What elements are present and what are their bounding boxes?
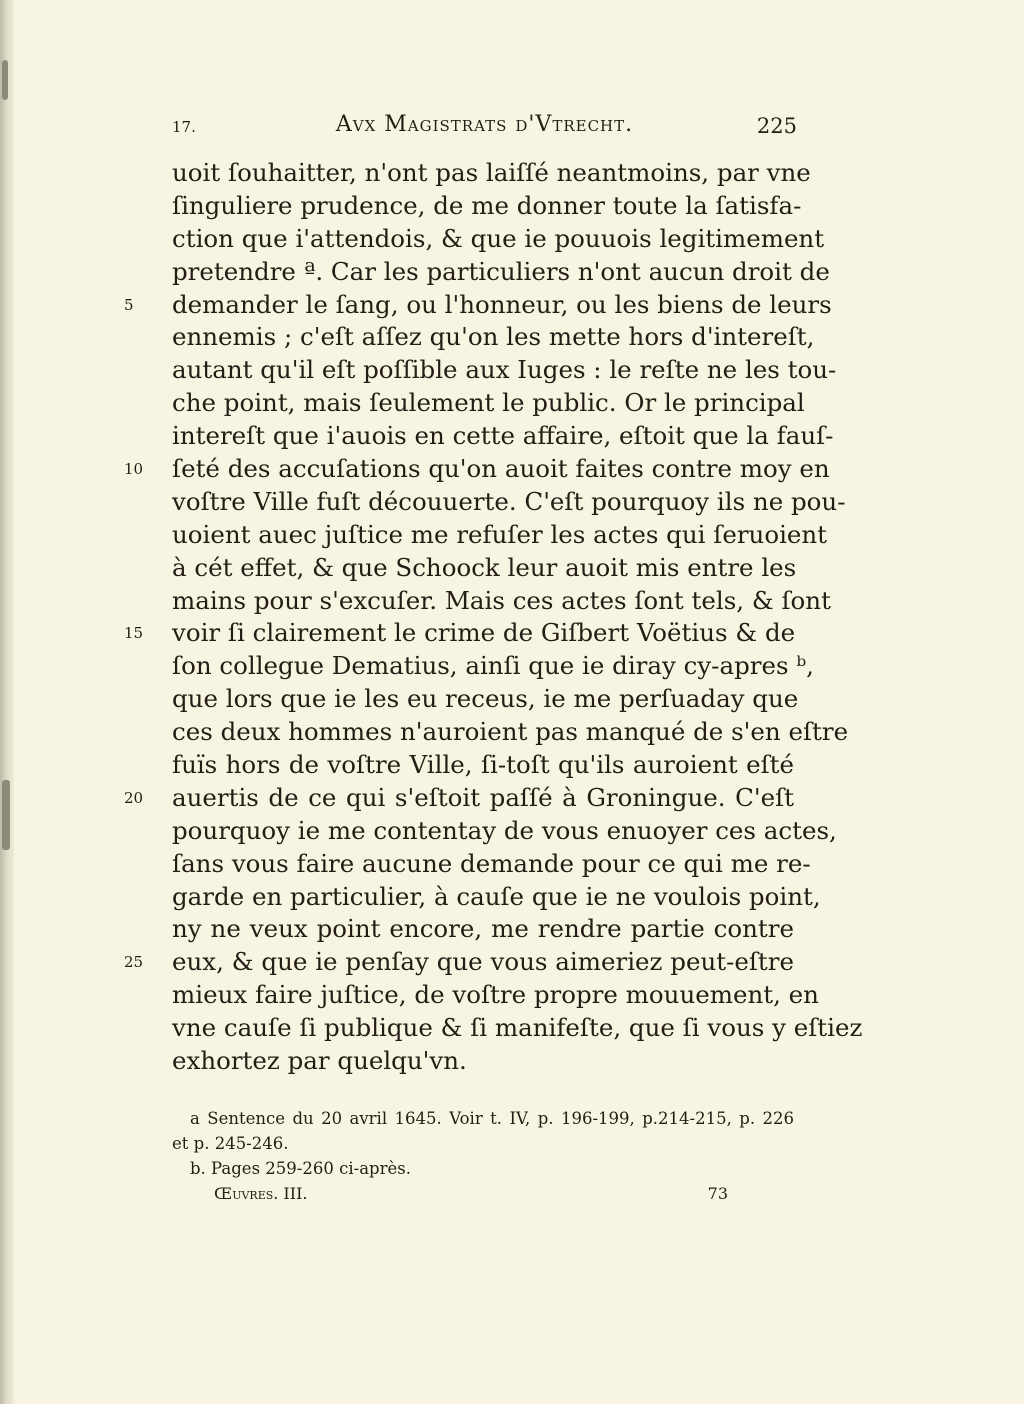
line-text: auertis de ce qui s'eſtoit paſſé à Groningue. C'eſt — [172, 782, 794, 812]
line-number: 20 — [124, 788, 144, 807]
line-text: garde en particulier, à cauſe que ie ne voulois point, — [172, 881, 821, 911]
signature-mark: Œuvres. III. — [214, 1184, 308, 1203]
line-text: ſinguliere prudence, de me donner toute la ſatisfa- — [172, 190, 802, 220]
text-line — [172, 223, 825, 256]
line-text: voſtre Ville fuſt découuerte. C'eſt pourquoy ils ne pou- — [172, 486, 846, 516]
text-line — [172, 387, 805, 420]
line-text: pourquoy ie me contentay de vous enuoyer ces actes, — [172, 815, 837, 845]
line-number: 5 — [124, 295, 134, 314]
main-text — [124, 157, 863, 1078]
footnote-b: b. Pages 259-260 ci-après. — [190, 1159, 411, 1178]
line-text: demander le ſang, ou l'honneur, ou les biens de leurs — [172, 289, 832, 319]
line-text: ction que i'attendois, & que ie pouuois legitimement — [172, 223, 825, 253]
text-line — [172, 650, 814, 683]
line-text: ſans vous faire aucune demande pour ce qui me re- — [172, 848, 811, 878]
text-line — [172, 683, 799, 716]
line-text: mains pour s'excuſer. Mais ces actes ſont tels, & ſont — [172, 585, 831, 615]
text-line — [172, 256, 830, 289]
line-text: ny ne veux point encore, me rendre partie contre — [172, 914, 794, 944]
text-line — [172, 420, 834, 453]
line-number: 25 — [124, 953, 144, 972]
line-text: ſon collegue Dematius, ainſi que ie diray cy-apres ᵇ, — [172, 651, 814, 681]
text-line — [172, 815, 837, 848]
line-text: autant qu'il eſt poſſible aux Iuges : le reſte ne les tou- — [172, 355, 837, 385]
line-text: fuïs hors de voſtre Ville, ſi-toſt qu'ils auroient eſté — [172, 750, 794, 780]
line-text: mieux faire juſtice, de voſtre propre mouuement, en — [172, 980, 819, 1010]
text-line — [172, 552, 797, 585]
text-line — [172, 1045, 794, 1078]
page-number: 225 — [756, 114, 797, 138]
book-spine-edge — [0, 0, 14, 1404]
text-line — [124, 617, 796, 650]
line-text: ſeté des accuſations qu'on auoit faites contre moy en — [172, 454, 830, 484]
text-line — [172, 716, 849, 749]
text-line — [124, 289, 832, 322]
text-line — [172, 585, 831, 618]
text-line — [172, 157, 811, 190]
text-line — [172, 881, 821, 914]
page-footer — [214, 1184, 734, 1208]
footnote-a-line-2: et p. 245-246. — [172, 1134, 289, 1153]
line-text: voir ſi clairement le crime de Giſbert Voëtius & de — [172, 618, 796, 648]
running-header — [172, 112, 797, 148]
line-text: ces deux hommes n'auroient pas manqué de s'en eſtre — [172, 717, 849, 747]
footnotes — [172, 1106, 794, 1181]
line-number: 10 — [124, 460, 144, 479]
text-line — [172, 321, 815, 354]
line-text: che point, mais ſeulement le public. Or le principal — [172, 388, 805, 418]
signature-number: 73 — [707, 1184, 728, 1203]
line-text: pretendre ª. Car les particuliers n'ont aucun droit de — [172, 256, 830, 286]
text-line — [124, 782, 794, 815]
chapter-number: 17. — [172, 118, 196, 136]
text-line — [124, 453, 830, 486]
line-text: ennemis ; c'eſt aſſez qu'on les mette hors d'intereſt, — [172, 322, 815, 352]
text-line — [172, 979, 819, 1012]
spine-mark — [2, 780, 10, 850]
text-line — [172, 749, 794, 782]
text-line — [172, 190, 802, 223]
line-text: uoient auec juſtice me refuſer les actes qui ſeruoient — [172, 519, 828, 549]
text-line — [172, 354, 837, 387]
text-line — [172, 848, 811, 881]
spine-mark — [2, 60, 8, 100]
text-line — [172, 1012, 863, 1045]
line-text: que lors que ie les eu receus, ie me perſuaday que — [172, 684, 799, 714]
line-text: eux, & que ie penſay que vous aimeriez peut-eſtre — [172, 947, 794, 977]
text-line — [172, 913, 794, 946]
line-text: intereſt que i'auois en cette affaire, eſtoit que la fauſ- — [172, 421, 834, 451]
text-line — [172, 519, 828, 552]
line-text: exhortez par quelqu'vn. — [172, 1046, 467, 1076]
line-text: vne cauſe ſi publique & ſi manifeſte, que ſi vous y eſtiez — [172, 1013, 863, 1043]
running-title: Avx Magistrats d'Vtrecht. — [335, 112, 634, 137]
line-text: à cét effet, & que Schoock leur auoit mis entre les — [172, 552, 797, 582]
footnote-a-line-1: a Sentence du 20 avril 1645. Voir t. IV, p. 196-199, p.214-215, p. 226 — [190, 1109, 794, 1128]
text-line — [124, 946, 794, 979]
text-line — [172, 486, 846, 519]
line-text: uoit ſouhaitter, n'ont pas laiſſé neantmoins, par vne — [172, 158, 811, 187]
line-number: 15 — [124, 624, 144, 643]
